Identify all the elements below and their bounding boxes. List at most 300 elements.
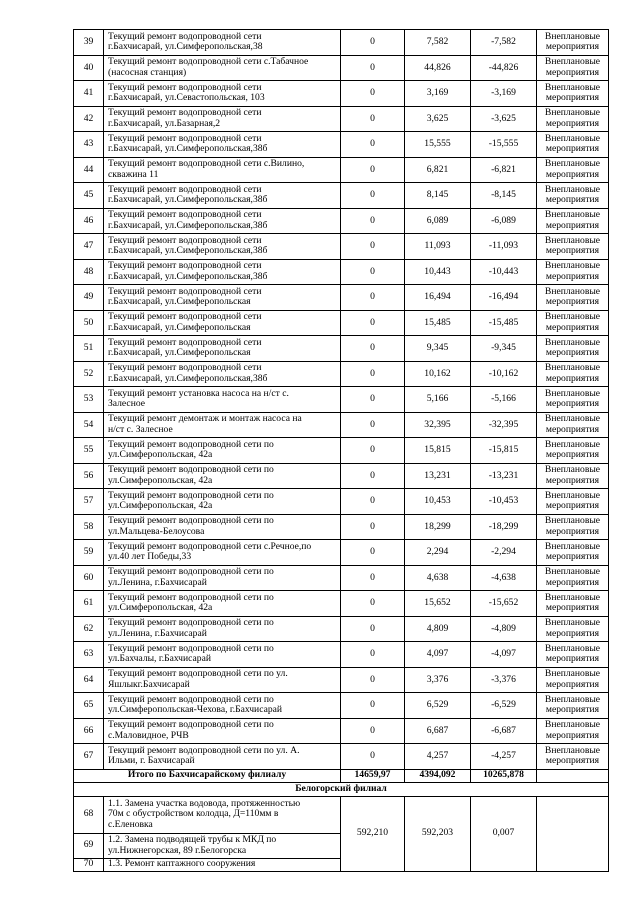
description-line: Текущий ремонт водопроводной сети [108, 311, 262, 323]
note-line: Внеплановые [544, 540, 601, 552]
table-row [74, 591, 609, 617]
description-line: ул.Ленина, г.Бахчисарай [108, 627, 207, 639]
row-number: 53 [74, 387, 104, 413]
row-number: 51 [74, 336, 104, 362]
diff-value: -44,826 [471, 55, 537, 81]
note-line: мероприятия [545, 219, 600, 231]
note-line: Внеплановые [544, 260, 601, 272]
table-row [74, 565, 609, 591]
description-line: Текущий ремонт водопроводной сети с.Вилино, [108, 158, 305, 170]
note-cell [537, 285, 609, 311]
description-line: ул.Симферопольская, 42а [108, 500, 213, 512]
note-line: Внеплановые [544, 132, 601, 144]
description-line: Текущий ремонт водопроводной сети по [108, 515, 274, 527]
plan-value: 0 [341, 693, 405, 719]
group-fact: 592,203 [405, 796, 471, 871]
description-line: Текущий ремонт водопроводной сети [108, 30, 262, 42]
row-description [104, 361, 341, 387]
description-line: Текущий ремонт водопроводной сети по ул. А. [108, 744, 300, 756]
note-line: мероприятия [545, 500, 600, 512]
row-number: 66 [74, 718, 104, 744]
note-line: Внеплановые [544, 438, 601, 450]
note-line: мероприятия [545, 66, 600, 78]
note-line: Внеплановые [544, 183, 601, 195]
note-line: Внеплановые [544, 515, 601, 527]
row-number: 55 [74, 438, 104, 464]
plan-value: 0 [341, 591, 405, 617]
table-row [74, 540, 609, 566]
description-line: г.Бахчисарай, ул.Симферопольская,38б [108, 270, 268, 282]
section-header-row [74, 782, 609, 796]
row-description [104, 157, 341, 183]
note-line: Внеплановые [544, 413, 601, 425]
note-cell [537, 259, 609, 285]
row-number: 62 [74, 616, 104, 642]
description-line: 1.2. Замена подводящей трубы к МКД по [108, 834, 277, 845]
description-line: Текущий ремонт водопроводной сети с.Речное,по [108, 540, 312, 552]
row-number: 57 [74, 489, 104, 515]
plan-value: 0 [341, 157, 405, 183]
plan-value: 0 [341, 81, 405, 107]
row-description [104, 285, 341, 311]
diff-value: -11,093 [471, 234, 537, 260]
description-line: Текущий ремонт водопроводной сети по [108, 591, 274, 603]
plan-value: 0 [341, 489, 405, 515]
row-description [104, 565, 341, 591]
row-description [104, 208, 341, 234]
description-line: Текущий ремонт водопроводной сети по [108, 566, 274, 578]
table-row [74, 157, 609, 183]
plan-value: 0 [341, 285, 405, 311]
description-line: г.Бахчисарай, ул.Симферопольская,38б [108, 245, 268, 257]
description-line: Текущий ремонт водопроводной сети по [108, 642, 274, 654]
description-line: ул.Симферопольская, 42а [108, 474, 213, 486]
row-number: 67 [74, 744, 104, 770]
note-line: Внеплановые [544, 311, 601, 323]
group-note [537, 796, 609, 871]
row-number: 61 [74, 591, 104, 617]
description-line: Текущий ремонт водопроводной сети с.Табачное [108, 56, 309, 68]
diff-value: -2,294 [471, 540, 537, 566]
row-description [104, 55, 341, 81]
fact-value: 6,089 [405, 208, 471, 234]
note-line: Внеплановые [544, 158, 601, 170]
fact-value: 6,687 [405, 718, 471, 744]
note-line: мероприятия [545, 755, 600, 767]
row-description [104, 833, 341, 858]
note-line: мероприятия [545, 245, 600, 257]
description-line: Текущий ремонт водопроводной сети по [108, 719, 274, 731]
plan-value: 0 [341, 387, 405, 413]
description-line: Залесное [108, 398, 145, 410]
fact-value: 3,376 [405, 667, 471, 693]
row-description [104, 489, 341, 515]
diff-value: -18,299 [471, 514, 537, 540]
row-description [104, 540, 341, 566]
note-cell [537, 208, 609, 234]
table-row [74, 310, 609, 336]
description-line: ул.Мальцева-Белоусова [108, 525, 205, 537]
note-line: мероприятия [545, 602, 600, 614]
diff-value: -13,231 [471, 463, 537, 489]
note-line: мероприятия [545, 423, 600, 435]
description-line: Текущий ремонт установка насоса на н/ст с. [108, 387, 289, 399]
diff-value: -15,652 [471, 591, 537, 617]
note-line: мероприятия [545, 347, 600, 359]
note-cell [537, 157, 609, 183]
row-description [104, 438, 341, 464]
note-line: мероприятия [545, 627, 600, 639]
row-number: 49 [74, 285, 104, 311]
description-line: 1.1. Замена участка водовода, протяженностью [108, 797, 301, 809]
plan-value: 0 [341, 718, 405, 744]
note-line: Внеплановые [544, 591, 601, 603]
table-row [74, 106, 609, 132]
note-line: Внеплановые [544, 719, 601, 731]
diff-value: -8,145 [471, 183, 537, 209]
plan-value: 0 [341, 514, 405, 540]
note-line: мероприятия [545, 576, 600, 588]
table-row [74, 718, 609, 744]
plan-value: 0 [341, 463, 405, 489]
description-line: Текущий ремонт водопроводной сети по [108, 438, 274, 450]
description-line: ул.Симферопольская, 42а [108, 602, 213, 614]
note-line: Внеплановые [544, 744, 601, 756]
note-cell [537, 667, 609, 693]
row-description [104, 744, 341, 770]
fact-value: 15,485 [405, 310, 471, 336]
diff-value: -3,376 [471, 667, 537, 693]
fact-value: 4,638 [405, 565, 471, 591]
fact-value: 8,145 [405, 183, 471, 209]
note-line: Внеплановые [544, 107, 601, 119]
table-row [74, 489, 609, 515]
note-line: Внеплановые [544, 489, 601, 501]
plan-value: 0 [341, 565, 405, 591]
description-line: Текущий ремонт водопроводной сети [108, 234, 262, 246]
plan-value: 0 [341, 667, 405, 693]
table-row [74, 667, 609, 693]
fact-value: 3,625 [405, 106, 471, 132]
diff-value: -15,555 [471, 132, 537, 158]
row-number: 47 [74, 234, 104, 260]
table-row [74, 796, 609, 833]
description-line: Текущий ремонт водопроводной сети [108, 132, 262, 144]
note-cell [537, 718, 609, 744]
note-cell [537, 310, 609, 336]
note-line: Внеплановые [544, 642, 601, 654]
note-line: Внеплановые [544, 234, 601, 246]
description-line: Текущий ремонт водопроводной сети [108, 336, 262, 348]
row-description [104, 642, 341, 668]
diff-value: -6,821 [471, 157, 537, 183]
note-cell [537, 642, 609, 668]
row-number: 70 [74, 858, 104, 871]
total-fact: 4394,092 [405, 769, 471, 782]
description-line: г.Бахчисарай, ул.Симферопольская,38б [108, 143, 268, 155]
diff-value: -3,625 [471, 106, 537, 132]
description-line: ул.Бахчалы, г.Бахчисарай [108, 653, 211, 665]
plan-value: 0 [341, 30, 405, 56]
description-line: Текущий ремонт водопроводной сети по [108, 617, 274, 629]
note-cell [537, 489, 609, 515]
note-cell [537, 387, 609, 413]
note-cell [537, 234, 609, 260]
note-line: Внеплановые [544, 668, 601, 680]
note-cell [537, 55, 609, 81]
plan-value: 0 [341, 412, 405, 438]
row-number: 52 [74, 361, 104, 387]
note-cell [537, 81, 609, 107]
row-description [104, 667, 341, 693]
table-row [74, 438, 609, 464]
fact-value: 5,166 [405, 387, 471, 413]
description-line: с.Еленовка [108, 818, 153, 830]
diff-value: -4,638 [471, 565, 537, 591]
section-title: Белогорский филиал [74, 782, 609, 796]
note-cell [537, 30, 609, 56]
fact-value: 16,494 [405, 285, 471, 311]
row-number: 65 [74, 693, 104, 719]
row-number: 43 [74, 132, 104, 158]
plan-value: 0 [341, 310, 405, 336]
note-cell [537, 591, 609, 617]
description-line: г.Бахчисарай, ул.Симферопольская,38 [108, 41, 263, 53]
row-number: 63 [74, 642, 104, 668]
note-cell [537, 361, 609, 387]
description-line: Яшлыкг.Бахчисарай [108, 678, 190, 690]
note-line: мероприятия [545, 143, 600, 155]
table-row [74, 514, 609, 540]
table-row [74, 234, 609, 260]
description-line: г.Бахчисарай, ул.Симферопольская [108, 347, 251, 359]
note-line: мероприятия [545, 398, 600, 410]
note-cell [537, 744, 609, 770]
row-description [104, 514, 341, 540]
row-description [104, 106, 341, 132]
fact-value: 44,826 [405, 55, 471, 81]
note-line: мероприятия [545, 117, 600, 129]
note-cell [537, 463, 609, 489]
note-line: мероприятия [545, 321, 600, 333]
row-number: 39 [74, 30, 104, 56]
row-description [104, 234, 341, 260]
row-description [104, 616, 341, 642]
table-row [74, 30, 609, 56]
total-row [74, 769, 609, 782]
table-row [74, 361, 609, 387]
description-line: (насосная станция) [108, 66, 187, 78]
description-line: ул.40 лет Победы,33 [108, 551, 192, 563]
diff-value: -10,443 [471, 259, 537, 285]
description-line: г.Бахчисарай, ул.Симферопольская [108, 296, 251, 308]
diff-value: -32,395 [471, 412, 537, 438]
row-number: 68 [74, 796, 104, 833]
note-cell [537, 514, 609, 540]
table-row [74, 616, 609, 642]
plan-value: 0 [341, 616, 405, 642]
note-line: мероприятия [545, 729, 600, 741]
row-number: 60 [74, 565, 104, 591]
description-line: Текущий ремонт водопроводной сети по [108, 464, 274, 476]
note-line: мероприятия [545, 474, 600, 486]
description-line: г.Бахчисарай, ул.Симферопольская,38б [108, 219, 268, 231]
note-line: мероприятия [545, 92, 600, 104]
fact-value: 4,257 [405, 744, 471, 770]
note-line: мероприятия [545, 449, 600, 461]
row-description [104, 412, 341, 438]
note-cell [537, 336, 609, 362]
note-line: мероприятия [545, 704, 600, 716]
table-row [74, 693, 609, 719]
row-number: 54 [74, 412, 104, 438]
plan-value: 0 [341, 132, 405, 158]
row-description [104, 693, 341, 719]
note-line: мероприятия [545, 194, 600, 206]
note-line: Внеплановые [544, 209, 601, 221]
table-row [74, 463, 609, 489]
note-cell [537, 693, 609, 719]
description-line: ул.Симферопольская, 42а [108, 449, 213, 461]
note-line: мероприятия [545, 296, 600, 308]
table-row [74, 285, 609, 311]
row-number: 48 [74, 259, 104, 285]
table-row [74, 208, 609, 234]
diff-value: -6,529 [471, 693, 537, 719]
row-number: 44 [74, 157, 104, 183]
description-line: Текущий ремонт водопроводной сети по [108, 489, 274, 501]
row-number: 64 [74, 667, 104, 693]
note-cell [537, 438, 609, 464]
diff-value: -10,453 [471, 489, 537, 515]
plan-value: 0 [341, 234, 405, 260]
note-line: Внеплановые [544, 566, 601, 578]
description-line: 1.3. Ремонт каптажного сооружения [108, 858, 256, 870]
fact-value: 15,555 [405, 132, 471, 158]
plan-value: 0 [341, 744, 405, 770]
total-label: Итого по Бахчисарайскому филиалу [74, 769, 341, 782]
description-line: Текущий ремонт водопроводной сети по ул. [108, 668, 288, 680]
note-line: Внеплановые [544, 336, 601, 348]
note-line: мероприятия [545, 653, 600, 665]
description-line: Текущий ремонт водопроводной сети по [108, 693, 274, 705]
note-cell [537, 183, 609, 209]
plan-value: 0 [341, 361, 405, 387]
description-line: ул.Нижнегорская, 89 г.Белогорска [108, 844, 247, 856]
diff-value: -15,815 [471, 438, 537, 464]
row-number: 56 [74, 463, 104, 489]
description-line: г.Бахчисарай, ул.Симферопольская [108, 321, 251, 333]
row-description [104, 336, 341, 362]
row-number: 45 [74, 183, 104, 209]
row-number: 58 [74, 514, 104, 540]
diff-value: -6,687 [471, 718, 537, 744]
total-diff: 10265,878 [471, 769, 537, 782]
row-description [104, 81, 341, 107]
note-line: Внеплановые [544, 693, 601, 705]
fact-value: 15,652 [405, 591, 471, 617]
row-description [104, 183, 341, 209]
table-row [74, 387, 609, 413]
note-line: мероприятия [545, 41, 600, 53]
row-description [104, 463, 341, 489]
plan-value: 0 [341, 438, 405, 464]
description-line: Текущий ремонт водопроводной сети [108, 260, 262, 272]
description-line: скважина 11 [108, 168, 159, 180]
row-description [104, 387, 341, 413]
note-line: мероприятия [545, 525, 600, 537]
description-line: н/ст с. Залесное [108, 423, 173, 435]
diff-value: -4,809 [471, 616, 537, 642]
row-description [104, 132, 341, 158]
fact-value: 10,453 [405, 489, 471, 515]
note-cell [537, 132, 609, 158]
note-cell [537, 540, 609, 566]
fact-value: 7,582 [405, 30, 471, 56]
plan-value: 0 [341, 183, 405, 209]
diff-value: -4,257 [471, 744, 537, 770]
row-number: 50 [74, 310, 104, 336]
diff-value: -7,582 [471, 30, 537, 56]
description-line: г.Бахчисарай, ул.Севастопольская, 103 [108, 92, 265, 104]
note-line: мероприятия [545, 270, 600, 282]
note-line: Внеплановые [544, 362, 601, 374]
plan-value: 0 [341, 208, 405, 234]
fact-value: 15,815 [405, 438, 471, 464]
note-line: мероприятия [545, 551, 600, 563]
description-line: Текущий ремонт водопроводной сети [108, 107, 262, 119]
note-cell [537, 565, 609, 591]
note-line: Внеплановые [544, 56, 601, 68]
table-row [74, 744, 609, 770]
diff-value: -3,169 [471, 81, 537, 107]
note-cell [537, 616, 609, 642]
fact-value: 4,809 [405, 616, 471, 642]
description-line: Ильми, г. Бахчисарай [108, 755, 195, 767]
total-plan: 14659,97 [341, 769, 405, 782]
row-description [104, 718, 341, 744]
table-row [74, 336, 609, 362]
diff-value: -5,166 [471, 387, 537, 413]
plan-value: 0 [341, 106, 405, 132]
row-number: 41 [74, 81, 104, 107]
fact-value: 4,097 [405, 642, 471, 668]
row-description [104, 310, 341, 336]
group-plan: 592,210 [341, 796, 405, 871]
diff-value: -16,494 [471, 285, 537, 311]
budget-table [73, 29, 609, 872]
description-line: Текущий ремонт водопроводной сети [108, 362, 262, 374]
description-line: г.Бахчисарай, ул.Базарная,2 [108, 117, 221, 129]
diff-value: -15,485 [471, 310, 537, 336]
fact-value: 10,443 [405, 259, 471, 285]
fact-value: 11,093 [405, 234, 471, 260]
note-line: Внеплановые [544, 285, 601, 297]
row-number: 69 [74, 833, 104, 858]
table-row [74, 55, 609, 81]
fact-value: 13,231 [405, 463, 471, 489]
fact-value: 10,162 [405, 361, 471, 387]
plan-value: 0 [341, 259, 405, 285]
description-line: Текущий ремонт водопроводной сети [108, 285, 262, 297]
fact-value: 2,294 [405, 540, 471, 566]
description-line: Текущий ремонт водопроводной сети [108, 81, 262, 93]
note-cell [537, 412, 609, 438]
description-line: Текущий ремонт водопроводной сети [108, 183, 262, 195]
description-line: 70м с обустройством колодца, Д=110мм в [108, 808, 279, 820]
row-description [104, 30, 341, 56]
note-line: Внеплановые [544, 617, 601, 629]
